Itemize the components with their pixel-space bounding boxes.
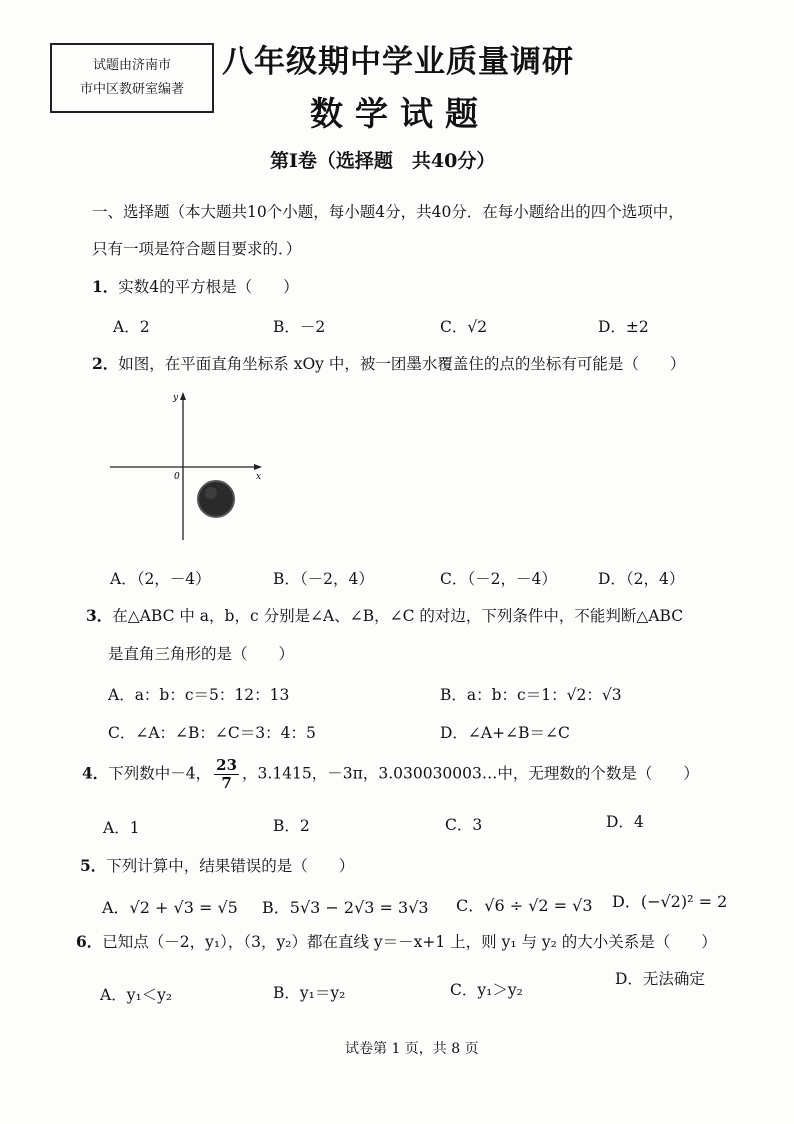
q6-option-c: C．y₁＞y₂ [450,981,523,999]
section-instruction-1: 一、选择题（本大题共10个小题，每小题4分，共40分．在每小题给出的四个选项中， [92,203,684,221]
question-2 [92,352,685,374]
question-number: 4． [82,763,109,783]
q2-option-c: C．（－2，－4） [440,570,557,588]
question-number: 6． [76,932,103,951]
origin-label: 0 [174,472,180,482]
stamp-line-1: 试题由济南市 [92,58,171,73]
x-axis-label: x [256,472,262,482]
q5-option-a: A．√2 + √3 = √5 [102,898,238,917]
question-5 [80,854,354,876]
question-number: 1． [92,277,119,296]
question-3 [86,604,683,626]
q4-option-b: B．2 [273,817,310,835]
x-axis-arrow [254,464,262,470]
q6-option-b: B．y₁＝y₂ [273,984,346,1002]
q1-option-d: D．±2 [598,318,649,336]
question-text: 下列数中－4， [108,764,212,783]
fraction [214,757,239,792]
question-number: 5． [80,856,107,875]
question-text: 在△ABC 中 a，b，c 分别是∠A、∠B，∠C 的对边，下列条件中，不能判断△ABC [112,607,684,625]
question-text: 实数4的平方根是（ ） [118,278,299,296]
q5-option-c: C．√6 ÷ √2 = √3 [456,896,593,915]
q3-option-c: C．∠A：∠B：∠C＝3：4：5 [108,724,316,742]
fraction-numerator: 23 [216,756,238,774]
y-axis-label: y [173,393,179,403]
q5-option-d: D．(−√2)² = 2 [612,892,728,911]
q4-option-d: D．4 [606,813,644,831]
q3-option-d: D．∠A+∠B＝∠C [440,724,570,742]
q3-option-b: B．a：b：c＝1：√2：√3 [440,686,622,704]
coordinate-figure [105,385,270,545]
question-4 [82,757,699,792]
question-number: 3． [86,606,113,625]
question-text: 下列计算中，结果错误的是（ ） [106,857,355,875]
volume-heading: 第I卷（选择题 共40分） [270,150,496,172]
question-3-line-2: 是直角三角形的是（ ） [108,645,295,663]
question-1 [92,275,299,297]
subject-title: 数学试题 [310,94,490,133]
q1-option-b: B．－2 [273,318,326,336]
source-stamp [50,43,214,113]
page-footer: 试卷第 1 页，共 8 页 [345,1041,479,1057]
exam-title: 八年级期中学业质量调研 [222,44,574,80]
q5-option-b: B．5√3 − 2√3 = 3√3 [262,898,429,917]
q3-option-a: A．a：b：c＝5：12：13 [108,686,290,704]
section-instruction-2: 只有一项是符合题目要求的．） [92,240,302,258]
y-axis-arrow [180,392,186,400]
q4-option-a: A．1 [103,819,140,837]
question-number: 2． [92,354,119,373]
stamp-line-2: 市中区教研室编著 [79,82,184,97]
q1-option-a: A．2 [113,318,150,336]
q6-option-a: A．y₁＜y₂ [100,986,173,1004]
question-text: 已知点（－2，y₁），（3，y₂）都在直线 y＝－x+1 上，则 y₁ 与 y₂ 的大小关系是（ ） [102,933,717,951]
q2-option-b: B．（－2，4） [273,570,374,588]
q1-option-c: C．√2 [440,318,488,336]
question-text-cont: ，3.1415，－3π，3.030030003…中，无理数的个数是（ ） [242,764,699,783]
q2-option-d: D．（2，4） [598,570,685,588]
question-text: 如图，在平面直角坐标系 xOy 中，被一团墨水覆盖住的点的坐标有可能是（ ） [118,355,686,373]
q4-option-c: C．3 [445,816,483,834]
fraction-denominator: 7 [221,774,232,792]
q2-option-a: A．（2，－4） [110,570,211,588]
question-6 [76,930,717,952]
q6-option-d: D．无法确定 [615,970,705,988]
